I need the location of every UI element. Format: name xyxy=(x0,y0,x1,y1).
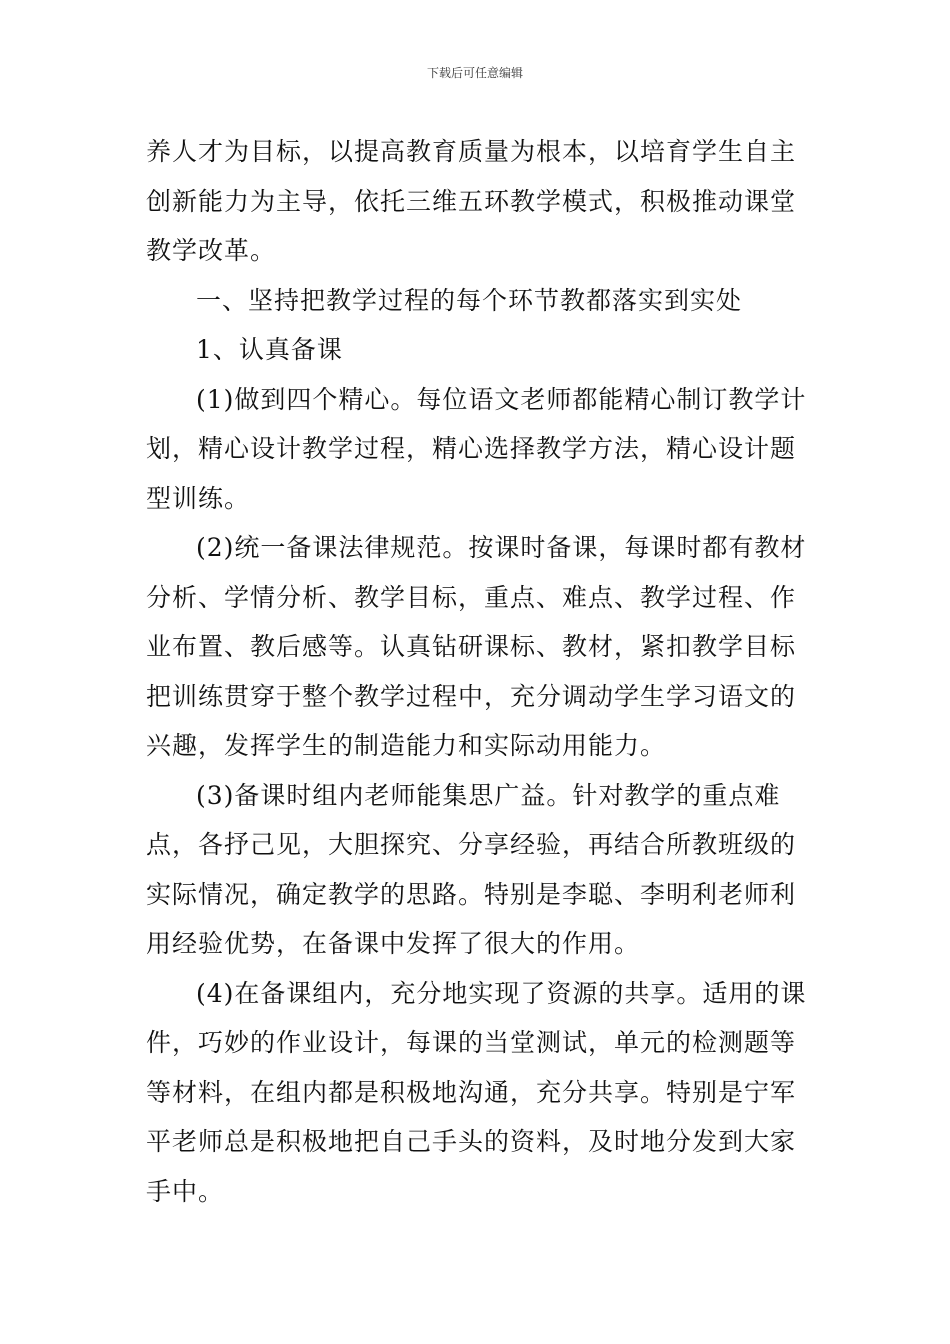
paragraph-item-1: (1)做到四个精心。每位语文老师都能精心制订教学计划，精心设计教学过程，精心选择教学方法，精心设计题型训练。 xyxy=(146,384,807,513)
subsection-heading: 1、认真备课 xyxy=(196,335,343,364)
paragraph-item-4: (4)在备课组内，充分地实现了资源的共享。适用的课件，巧妙的作业设计，每课的当堂测试，单元的检测题等等材料，在组内都是积极地沟通，充分共享。特别是宁军平老师总是积极地把自己手头的资料，及时地分发到大家手中。 xyxy=(146,978,807,1206)
document-body xyxy=(146,127,816,1216)
paragraph-continuation: 养人才为目标，以提高教育质量为根本，以培育学生自主创新能力为主导，依托三维五环教学模式，积极推动课堂教学改革。 xyxy=(146,137,797,265)
paragraph-item-3: (3)备课时组内老师能集思广益。针对教学的重点难点，各抒己见，大胆探究、分享经验，再结合所教班级的实际情况，确定教学的思路。特别是李聪、李明利老师利用经验优势，在备课中发挥了很大的作用。 xyxy=(146,780,797,958)
header-note: 下载后可任意编辑 xyxy=(426,66,523,80)
section-heading: 一、坚持把教学过程的每个环节教都落实到实处 xyxy=(196,285,743,315)
paragraph-item-2: (2)统一备课法律规范。按课时备课，每课时都有教材分析、学情分析、教学目标，重点、难点、教学过程、作业布置、教后感等。认真钻研课标、教材，紧扣教学目标把训练贯穿于整个教学过程中，充分调动学生学习语文的兴趣，发挥学生的制造能力和实际动用能力。 xyxy=(146,533,807,760)
